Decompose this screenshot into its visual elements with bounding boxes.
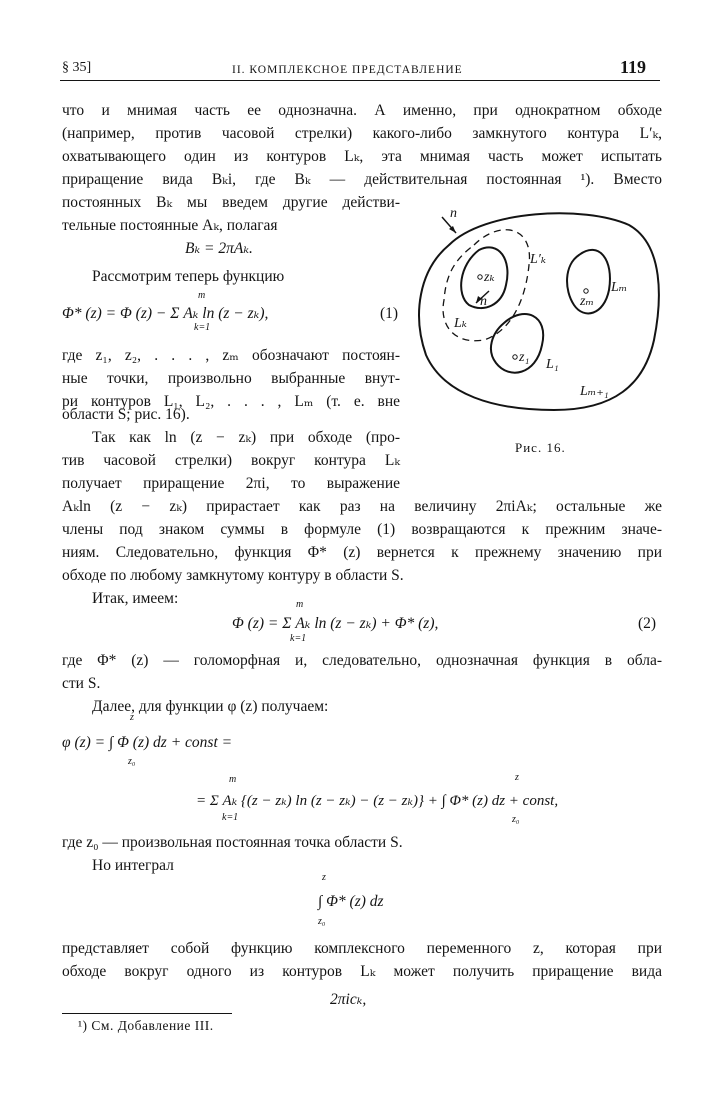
text-line: где z₁, z₂, . . . , zₘ обозначают постоян- <box>62 347 400 364</box>
section-ref: § 35] <box>62 60 92 75</box>
text-line: члены под знаком суммы в формуле (1) возвращаются к прежним значе- <box>62 521 662 538</box>
label-l1: L₁ <box>546 357 559 372</box>
text-line: ные точки, произвольно выбранные внут- <box>62 370 400 387</box>
label-n-outer: n <box>450 206 457 221</box>
sum-lower-limit: k=1 <box>290 633 307 644</box>
text-line: что и мнимая часть ее однозначна. А именно, при однократном обходе <box>62 102 662 119</box>
label-zk: zₖ <box>484 270 495 285</box>
integral-lower-limit: z₀ <box>512 814 520 825</box>
text-line: ри контуров L₁, L₂, . . . , Lₘ (т. е. вне <box>62 393 400 410</box>
text-line: Рассмотрим теперь функцию <box>92 268 285 285</box>
text-line: где Φ* (z) — голоморфная и, следовательно, однозначная функция в обла- <box>62 652 662 669</box>
sum-upper-limit: m <box>229 774 237 785</box>
text-line: постоянных Bₖ мы введем другие действи- <box>62 194 400 211</box>
equation-number: (2) <box>638 615 657 632</box>
equation-1: Φ* (z) = Φ (z) − Σ Aₖ ln (z − zₖ), <box>62 305 269 322</box>
text-line: Далее, для функции φ (z) получаем: <box>92 698 329 715</box>
text-line: Но интеграл <box>92 857 174 874</box>
label-zm: zₘ <box>580 294 595 309</box>
sum-lower-limit: k=1 <box>194 322 211 333</box>
equation-3a: φ (z) = ∫ Φ (z) dz + const = <box>62 734 233 751</box>
running-title: II. КОМПЛЕКСНОЕ ПРЕДСТАВЛЕНИЕ <box>232 64 463 76</box>
text-line: Aₖln (z − zₖ) прирастает как раз на величину 2πiAₖ; остальные же <box>62 498 662 515</box>
equation-b: Bₖ = 2πAₖ. <box>185 240 253 257</box>
text-line: ниям. Следовательно, функция Φ* (z) вернется к прежнему значению при <box>62 544 662 561</box>
text-line: представляет собой функцию комплексного переменного z, которая при <box>62 940 662 957</box>
header-rule <box>60 80 660 81</box>
text-line: (например, против часовой стрелки) какого-либо замкнутого контура L′ₖ, <box>62 125 662 142</box>
outer-contour-lm1 <box>419 213 659 410</box>
integral-upper-limit: z <box>130 712 134 723</box>
figure-16 <box>414 205 664 420</box>
text-line: Так как ln (z − zₖ) при обходе (про- <box>92 429 400 446</box>
equation-4: ∫ Φ* (z) dz <box>318 893 384 910</box>
page-number: 119 <box>620 57 647 77</box>
text-line: где z₀ — произвольная постоянная точка области S. <box>62 834 403 851</box>
equation-number: (1) <box>380 305 399 322</box>
integral-upper-limit: z <box>515 772 519 783</box>
label-lm1: Lₘ₊₁ <box>580 384 609 399</box>
figure-caption: Рис. 16. <box>515 440 566 455</box>
equation-5: 2πicₖ, <box>330 991 367 1008</box>
label-lk: Lₖ <box>454 316 467 331</box>
integral-upper-limit: z <box>322 872 326 883</box>
text-line: приращение вида Bₖi, где Bₖ — действительная постоянная ¹). Вместо <box>62 171 662 188</box>
footnote-rule <box>62 1013 232 1014</box>
label-n-inner: n <box>480 294 487 309</box>
label-lm: Lₘ <box>611 280 628 295</box>
point-zk <box>478 275 482 279</box>
text-line: сти S. <box>62 675 101 692</box>
point-zm <box>584 289 588 293</box>
label-lk-prime: L′ₖ <box>530 252 546 267</box>
point-z1 <box>513 355 517 359</box>
equation-3b: = Σ Aₖ {(z − zₖ) ln (z − zₖ) − (z − zₖ)} + ∫ Φ* (z) dz + const, <box>196 793 559 809</box>
equation-2: Φ (z) = Σ Aₖ ln (z − zₖ) + Φ* (z), <box>232 615 439 632</box>
text-line: обходе по любому замкнутому контуру в области S. <box>62 567 404 584</box>
text-line: тельные постоянные Aₖ, полагая <box>62 217 278 234</box>
sum-upper-limit: m <box>198 290 206 301</box>
text-line: области S; рис. 16). <box>62 406 190 423</box>
label-z1: z₁ <box>519 350 530 365</box>
text-line: тив часовой стрелки) вокруг контура Lₖ <box>62 452 400 469</box>
text-line: Итак, имеем: <box>92 590 179 607</box>
text-line: получает приращение 2πi, то выражение <box>62 475 400 492</box>
text-line: обходе вокруг одного из контуров Lₖ может получить приращение вида <box>62 963 662 980</box>
contour-l1 <box>491 314 543 373</box>
sum-lower-limit: k=1 <box>222 812 239 823</box>
integral-lower-limit: z₀ <box>128 756 136 767</box>
text-line: охватывающего один из контуров Lₖ, эта мнимая часть может испытать <box>62 148 662 165</box>
integral-lower-limit: z₀ <box>318 916 326 927</box>
sum-upper-limit: m <box>296 599 304 610</box>
footnote: ¹) См. Добавление III. <box>78 1018 214 1033</box>
